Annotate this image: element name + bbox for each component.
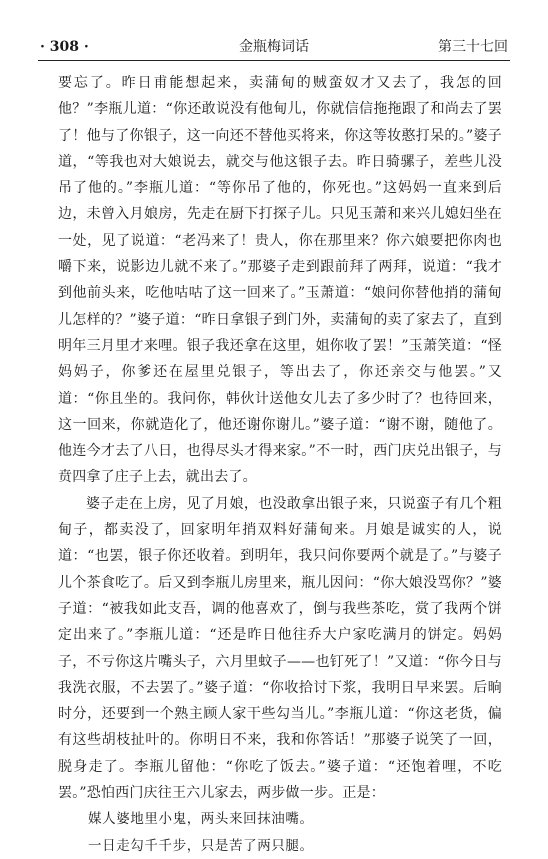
paragraph-1: 要忘了。昨日甫能想起来，卖蒲甸的贼蛮奴才又去了，我怎的回他？”李瓶儿道：“你还敢说没有他甸儿，你就信信拖拖跟了和尚去了罢了！他与了你银子，这一向还不替他买将来，你这等妆憨打呆的。”婆子道，“等我也对大娘说去，就交与他这银子去。昨日骑骡子，差些儿没吊了他的。”李瓶儿道：“等你吊了他的，你死也。”这妈妈一直来到后边，未曾入月娘房，先走在厨下打探子儿。只见玉萧和来兴儿媳妇坐在一处，见了说道：“老冯来了！贵人，你在那里来？你六娘要把你肉也嚼下来，说影边儿就不来了。”那婆子走到跟前拜了两拜，说道：“我才到他前头来，吃他咕咕了这一回来了。”玉萧道：“娘问你替他捎的蒲甸儿怎样的？”婆子道：“昨日拿银子到门外，卖蒲甸的卖了家去了，直到明年三月里才来哩。银子我还拿在这里，姐你收了罢！”玉萧笑道：“怪妈妈子，你爹还在屋里兑银子，等出去了，你还亲交与他罢。”又道：“你且坐的。我问你，韩伙计送他女儿去了多少时了？也待回来，这一回来，你就造化了，他还谢你谢儿。”婆子道：“谢不谢，随他了。他连今才去了八日，也得尽头才得来家。”不一时，西门庆兑出银子，与贲四拿了庄子上去，就出去了。 xyxy=(58,75,502,486)
chapter-title: 第三十七回 xyxy=(438,39,508,55)
header-divider xyxy=(38,60,510,61)
page-header xyxy=(40,34,508,60)
poem-line-1: 媒人婆地里小鬼，两头来回抹油嘴。 xyxy=(88,811,314,828)
book-title: 金瓶梅词话 xyxy=(239,39,309,55)
paragraph-2: 婆子走在上房，见了月娘，也没敢拿出银子来，只说蛮子有几个粗甸子，都卖没了，回家明年捎双料好蒲甸来。月娘是诚实的人，说道：“也罢，银子你还收着。到明年，我只问你要两个就是了。”与婆子儿个茶食吃了。后又到李瓶儿房里来，瓶儿因问：“你大娘没骂你？”婆子道：“被我如此支吾，调的他喜欢了，倒与我些茶吃，赏了我两个饼定出来了。”李瓶儿道：“还是昨日他往乔大户家吃满月的饼定。妈妈子，不亏你这片嘴头子，六月里蚊子——也钉死了！”又道：“你今日与我洗衣服，不去罢了。”婆子道：“你收拾讨下浆，我明日早来罢。后晌时分，还要到一个熟主顾人家干些勾当儿。”李瓶儿道：“你这老货，偏有这些胡枝扯叶的。你明日不来，我和你答话！”那婆子说笑了一回，脱身走了。李瓶儿留他：“你吃了饭去。”婆子道：“还饱着哩，不吃罢。”恐怕西门庆往王六儿家去，两步做一步。正是： xyxy=(58,495,502,802)
page-body xyxy=(58,70,502,859)
page-number: · 308 · xyxy=(40,39,89,55)
poem-line-2: 一日走勾千千步，只是苦了两只腿。 xyxy=(88,837,314,854)
